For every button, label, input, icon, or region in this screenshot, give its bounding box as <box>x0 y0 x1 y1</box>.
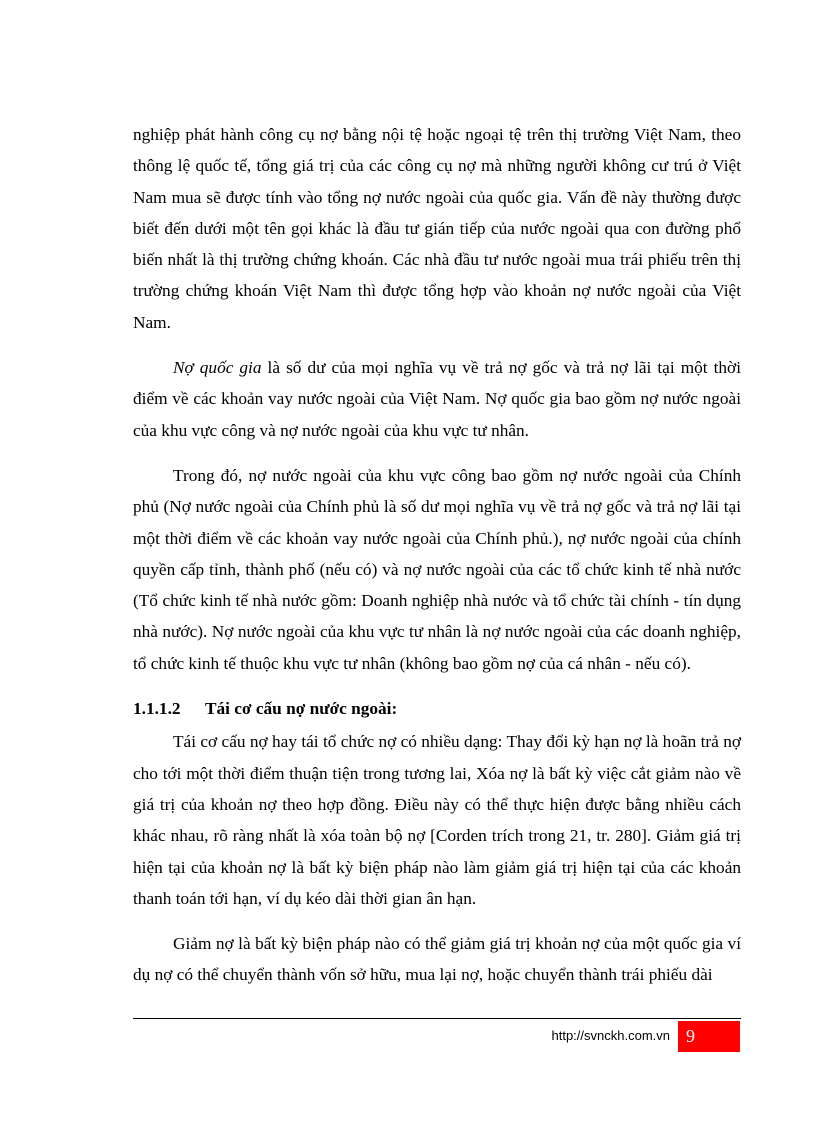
section-heading <box>133 693 741 724</box>
paragraph-continuation: nghiệp phát hành công cụ nợ bằng nội tệ hoặc ngoại tệ trên thị trường Việt Nam, theo thông lệ quốc tế, tổng giá trị của các công cụ nợ mà những người không cư trú ở Việt Nam mua sẽ được tính vào tổng nợ nước ngoài của quốc gia. Vấn đề này thường được biết đến dưới một tên gọi khác là đầu tư gián tiếp của nước ngoài qua con đường phổ biến nhất là thị trường chứng khoán. Các nhà đầu tư nước ngoài mua trái phiếu trên thị trường chứng khoán Việt Nam thì được tổng hợp vào khoản nợ nước ngoài của Việt Nam. <box>133 125 741 332</box>
section-number: 1.1.1.2 <box>133 699 181 719</box>
paragraph-public-sector-debt: Trong đó, nợ nước ngoài của khu vực công bao gồm nợ nước ngoài của Chính phủ (Nợ nước ngoài của Chính phủ là số dư mọi nghĩa vụ về trả nợ gốc và trả nợ lãi tại một thời điểm về các khoản vay nước ngoài của Chính phủ.), nợ nước ngoài của chính quyền cấp tỉnh, thành phố (nếu có) và nợ nước ngoài của các tổ chức kinh tế nhà nước (Tổ chức kinh tế nhà nước gồm: Doanh nghiệp nhà nước và tổ chức tài chính - tín dụng nhà nước). Nợ nước ngoài của khu vực tư nhân là nợ nước ngoài của các doanh nghiệp, tổ chức kinh tế thuộc khu vực tư nhân (không bao gồm nợ của cá nhân - nếu có). <box>133 465 741 673</box>
paragraph-debt-reduction: Giảm nợ là bất kỳ biện pháp nào có thể giảm giá trị khoản nợ của một quốc gia ví dụ nợ có thể chuyển thành vốn sở hữu, mua lại nợ, hoặc chuyển thành trái phiếu dài <box>133 934 741 985</box>
section-title: Tái cơ cấu nợ nước ngoài: <box>205 699 398 719</box>
paragraph-restructuring: Tái cơ cấu nợ hay tái tổ chức nợ có nhiều dạng: Thay đổi kỳ hạn nợ là hoãn trả nợ cho tới một thời điểm thuận tiện trong tương lai, Xóa nợ là bất kỳ việc cắt giảm nào về giá trị của khoản nợ theo hợp đồng. Điều này có thể thực hiện được bằng nhiều cách khác nhau, rõ ràng nhất là xóa toàn bộ nợ [Corden trích trong 21, tr. 280]. Giảm giá trị hiện tại của khoản nợ là bất kỳ biện pháp nào làm giảm giá trị hiện tại của các khoản thanh toán tới hạn, ví dụ kéo dài thời gian ân hạn. <box>133 732 741 908</box>
term-national-debt: Nợ quốc gia <box>173 358 262 378</box>
paragraph-national-debt-text: là số dư của mọi nghĩa vụ về trả nợ gốc và trả nợ lãi tại một thời điểm về các khoản vay nước ngoài của Việt Nam. Nợ quốc gia bao gồm nợ nước ngoài của khu vực công và nợ nước ngoài của khu vực tư nhân. <box>133 358 741 440</box>
page-number-badge: 9 <box>678 1021 740 1052</box>
footer-rule <box>133 1018 741 1019</box>
paragraph-national-debt <box>133 352 741 446</box>
page-body <box>133 119 741 991</box>
footer-url-link[interactable]: http://svnckh.com.vn <box>551 1028 670 1043</box>
